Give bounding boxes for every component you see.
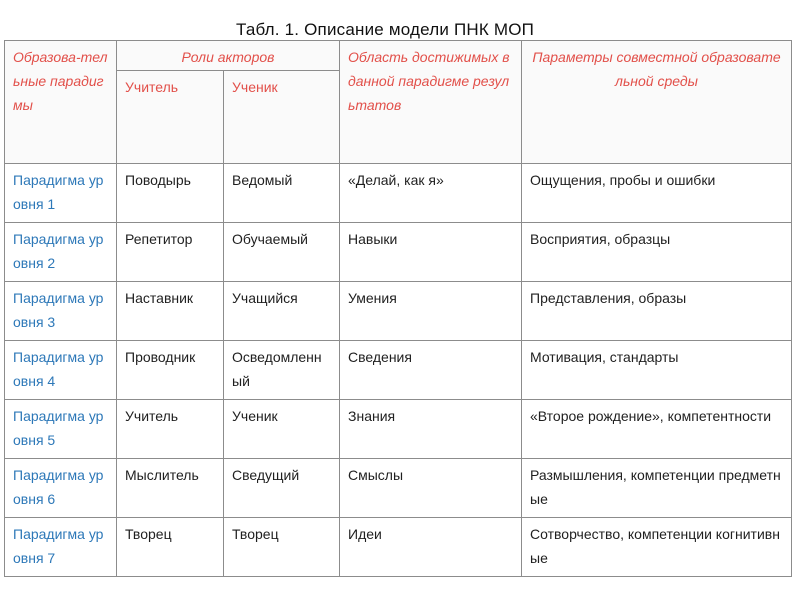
results-cell: Сведения: [340, 341, 522, 400]
results-cell: Знания: [340, 400, 522, 459]
teacher-cell: Учитель: [117, 400, 224, 459]
params-cell: Размышления, компетенции предметные: [522, 459, 792, 518]
table-row: [5, 223, 792, 282]
model-table: [4, 40, 792, 577]
student-cell: Учащийся: [224, 282, 340, 341]
header-student: Ученик: [224, 71, 340, 164]
header-paradigms: Образова-тельные парадигмы: [5, 41, 117, 164]
teacher-cell: Наставник: [117, 282, 224, 341]
table-row: [5, 282, 792, 341]
paradigm-cell: Парадигма уровня 1: [5, 164, 117, 223]
results-cell: Идеи: [340, 518, 522, 577]
teacher-cell: Поводырь: [117, 164, 224, 223]
results-cell: «Делай, как я»: [340, 164, 522, 223]
student-cell: Сведущий: [224, 459, 340, 518]
header-teacher: Учитель: [117, 71, 224, 164]
table-row: [5, 164, 792, 223]
table-row: [5, 518, 792, 577]
params-cell: Восприятия, образцы: [522, 223, 792, 282]
params-cell: Мотивация, стандарты: [522, 341, 792, 400]
student-cell: Ученик: [224, 400, 340, 459]
paradigm-cell: Парадигма уровня 4: [5, 341, 117, 400]
params-cell: Сотворчество, компетенции когнитивные: [522, 518, 792, 577]
table-row: [5, 341, 792, 400]
table-row: [5, 459, 792, 518]
header-roles: Роли акторов: [117, 41, 340, 71]
teacher-cell: Мыслитель: [117, 459, 224, 518]
params-cell: Представления, образы: [522, 282, 792, 341]
paradigm-cell: Парадигма уровня 2: [5, 223, 117, 282]
results-cell: Смыслы: [340, 459, 522, 518]
teacher-cell: Репетитор: [117, 223, 224, 282]
teacher-cell: Творец: [117, 518, 224, 577]
student-cell: Творец: [224, 518, 340, 577]
paradigm-cell: Парадигма уровня 3: [5, 282, 117, 341]
student-cell: Ведомый: [224, 164, 340, 223]
results-cell: Навыки: [340, 223, 522, 282]
params-cell: Ощущения, пробы и ошибки: [522, 164, 792, 223]
student-cell: Осведомленный: [224, 341, 340, 400]
results-cell: Умения: [340, 282, 522, 341]
params-cell: «Второе рождение», компетентности: [522, 400, 792, 459]
paradigm-cell: Парадигма уровня 6: [5, 459, 117, 518]
student-cell: Обучаемый: [224, 223, 340, 282]
header-results: Область достижимых в данной парадигме результатов: [340, 41, 522, 164]
header-params: Параметры совместной образовательной среды: [522, 41, 792, 164]
table-row: [5, 400, 792, 459]
paradigm-cell: Парадигма уровня 5: [5, 400, 117, 459]
teacher-cell: Проводник: [117, 341, 224, 400]
table-title: Табл. 1. Описание модели ПНК МОП: [236, 20, 535, 39]
paradigm-cell: Парадигма уровня 7: [5, 518, 117, 577]
